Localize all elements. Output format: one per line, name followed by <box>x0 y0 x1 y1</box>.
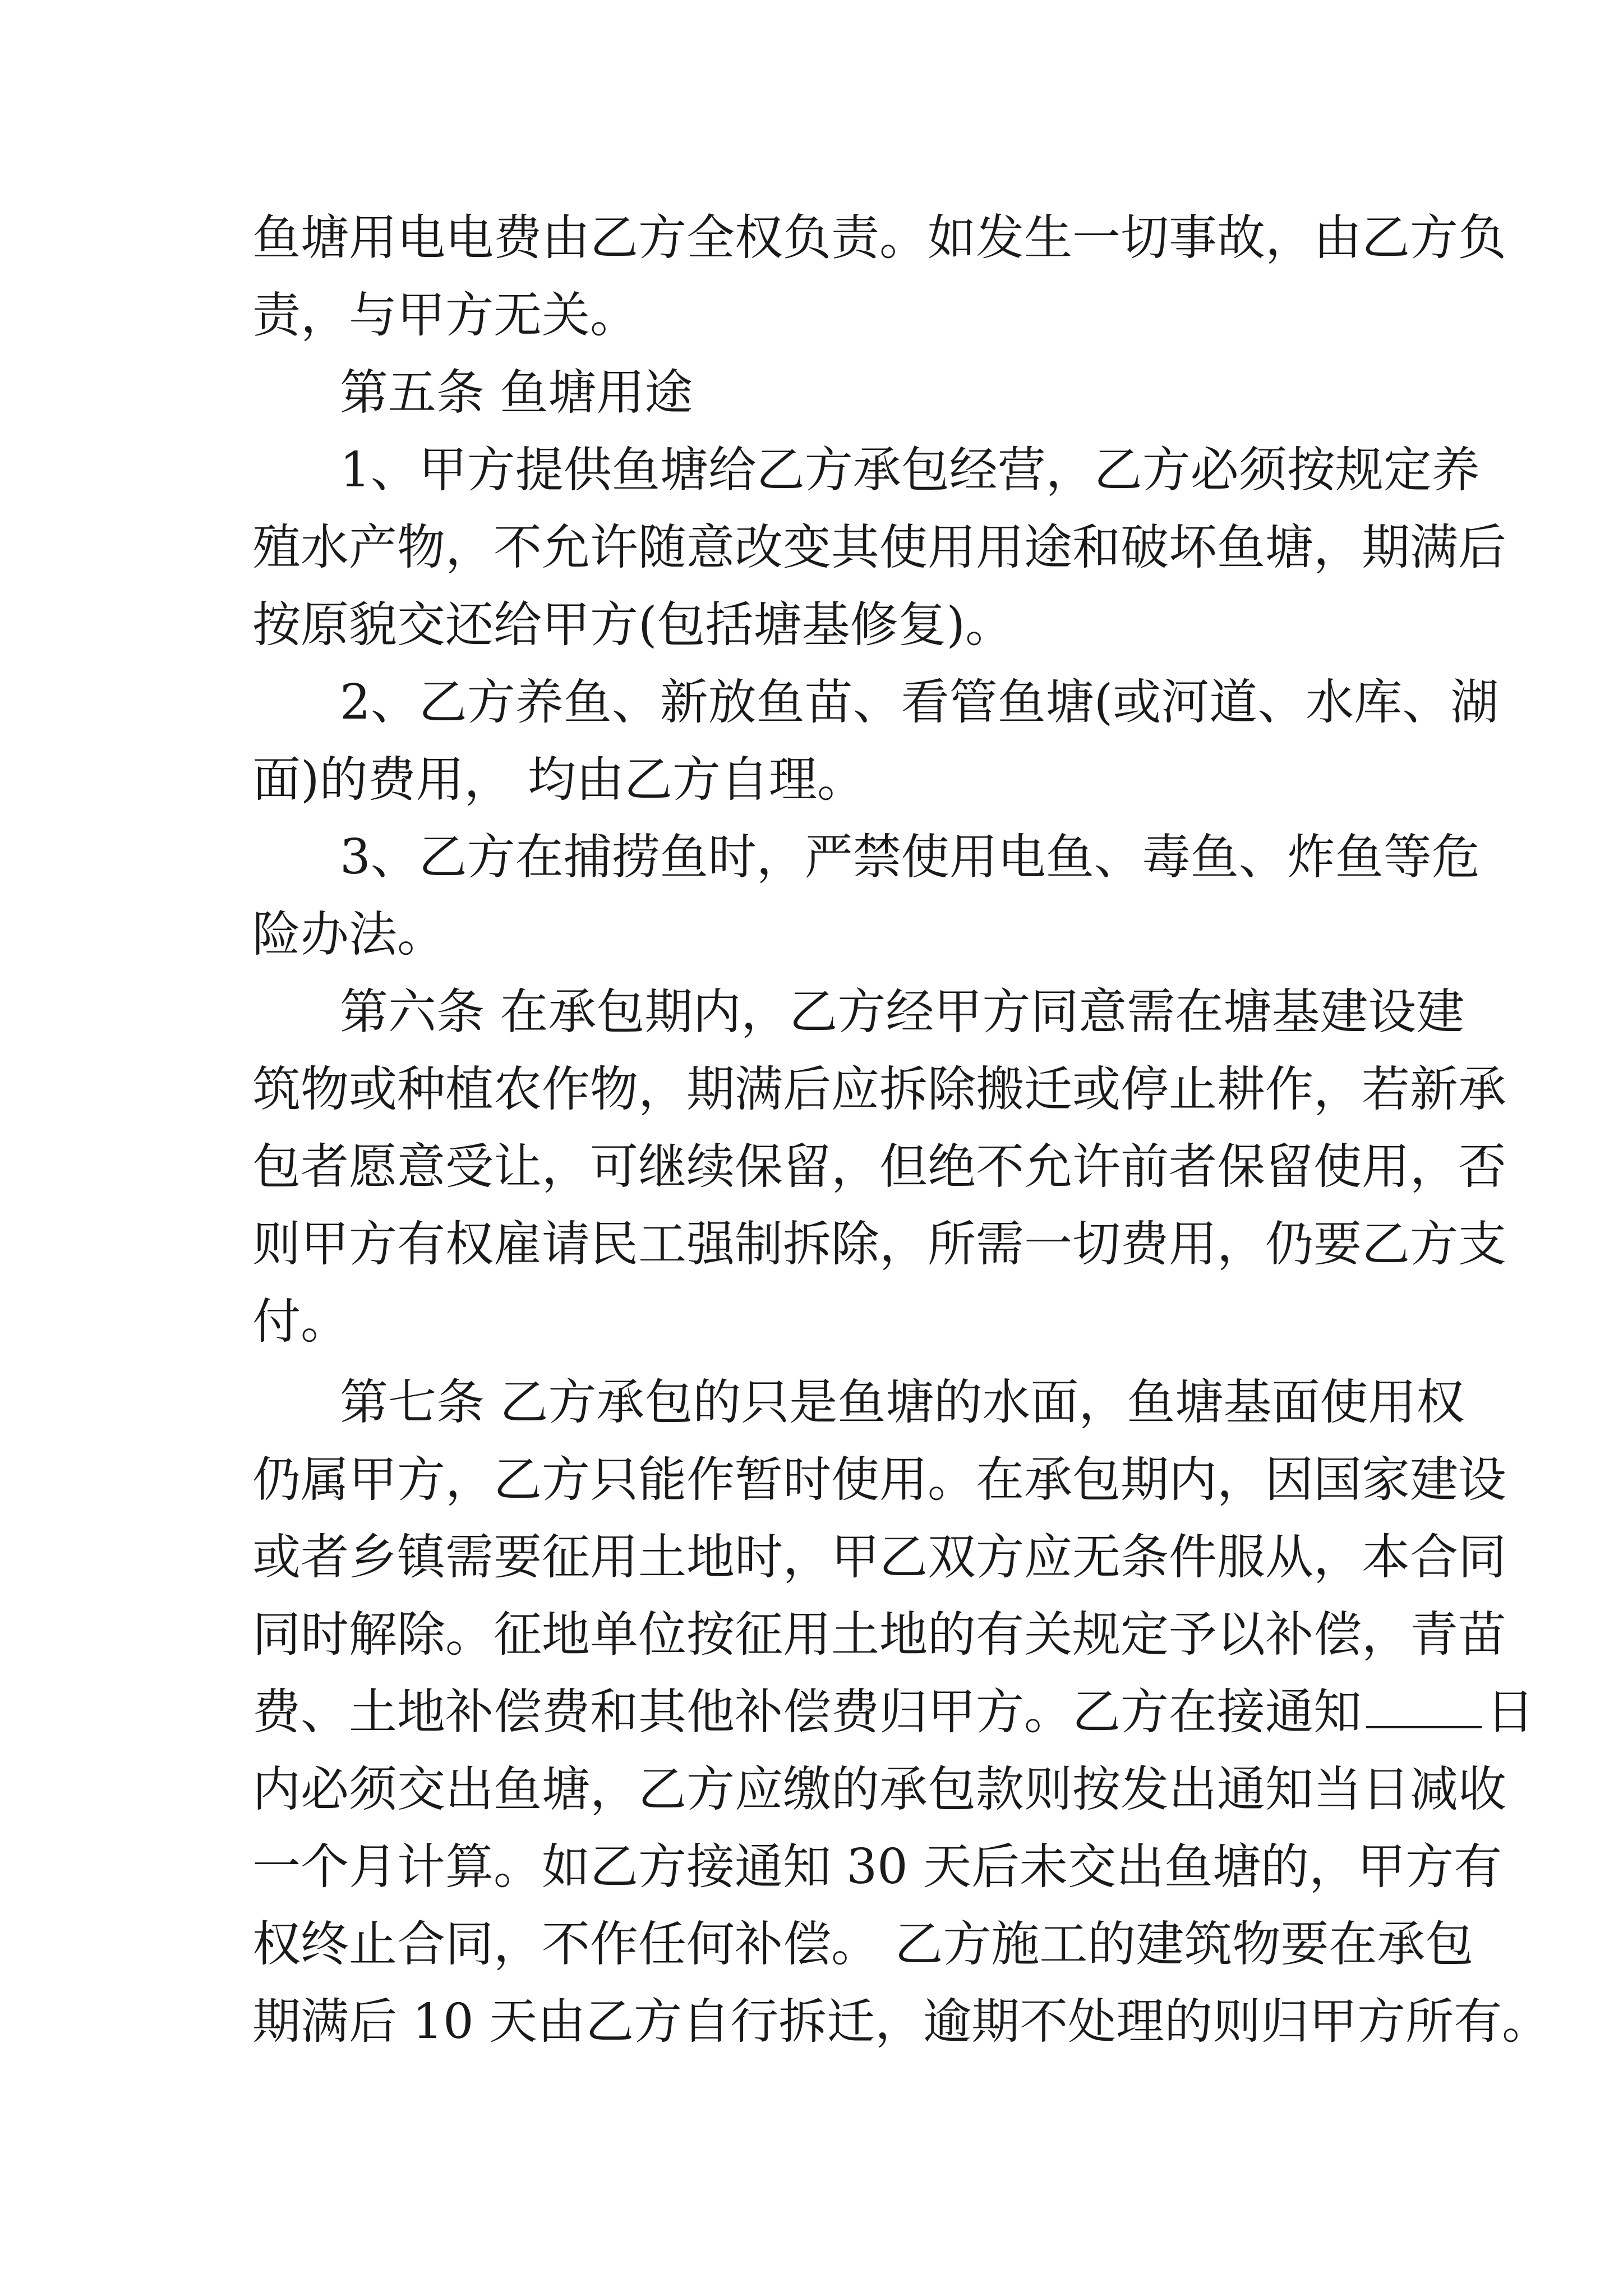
paragraph-line: 殖水产物，不允许随意改变其使用用途和破坏鱼塘，期满后 <box>252 519 1506 576</box>
paragraph-line: 鱼塘用电电费由乙方全权负责。如发生一切事故，由乙方负 <box>252 210 1506 266</box>
paragraph-line: 仍属甲方，乙方只能作暂时使用。在承包期内，因国家建设 <box>252 1452 1506 1508</box>
line-text: 费、土地补偿费和其他补偿费归甲方。乙方在接通知 <box>252 1684 1362 1740</box>
paragraph-line: 第六条 在承包期内，乙方经甲方同意需在塘基建设建 <box>340 984 1465 1040</box>
paragraph-line: 内必须交出鱼塘，乙方应缴的承包款则按发出通知当日减收 <box>252 1761 1506 1818</box>
paragraph-line: 则甲方有权雇请民工强制拆除，所需一切费用，仍要乙方支 <box>252 1216 1506 1272</box>
document-body <box>252 199 1551 2060</box>
paragraph-line: 按原貌交还给甲方(包括塘基修复)。 <box>252 597 1014 653</box>
paragraph-line: 包者愿意受让，可继续保留，但绝不允许前者保留使用，否 <box>252 1139 1506 1195</box>
paragraph-line: 一个月计算。如乙方接通知 30 天后未交出鱼塘的，甲方有 <box>252 1839 1502 1895</box>
paragraph-line: 或者乡镇需要征用土地时，甲乙双方应无条件服从，本合同 <box>252 1529 1506 1585</box>
paragraph-line: 期满后 10 天由乙方自行拆迁，逾期不处理的则归甲方所有。 <box>252 1994 1551 2050</box>
paragraph-line: 责，与甲方无关。 <box>252 287 638 343</box>
paragraph-line: 第七条 乙方承包的只是鱼塘的水面，鱼塘基面使用权 <box>340 1374 1465 1430</box>
paragraph-line: 付。 <box>252 1294 349 1350</box>
paragraph-line: 权终止合同，不作任何补偿。 乙方施工的建筑物要在承包 <box>252 1916 1474 1972</box>
paragraph-line: 1、甲方提供鱼塘给乙方承包经营，乙方必须按规定养 <box>340 442 1480 498</box>
paragraph-line: 险办法。 <box>252 907 445 963</box>
line-text: 日 <box>1486 1684 1534 1740</box>
paragraph-line: 同时解除。征地单位按征用土地的有关规定予以补偿，青苗 <box>252 1607 1506 1663</box>
paragraph-line: 2、乙方养鱼、新放鱼苗、看管鱼塘(或河道、水库、湖 <box>340 674 1499 730</box>
section-heading: 第五条 鱼塘用途 <box>340 365 693 421</box>
paragraph-line <box>252 1673 1534 1751</box>
paragraph-line: 面)的费用， 均由乙方自理。 <box>252 752 865 808</box>
fill-in-blank <box>1366 1687 1482 1728</box>
paragraph-line: 筑物或种植农作物，期满后应拆除搬迁或停止耕作，若新承 <box>252 1061 1506 1117</box>
paragraph-line: 3、乙方在捕捞鱼时，严禁使用电鱼、毒鱼、炸鱼等危 <box>340 829 1480 885</box>
